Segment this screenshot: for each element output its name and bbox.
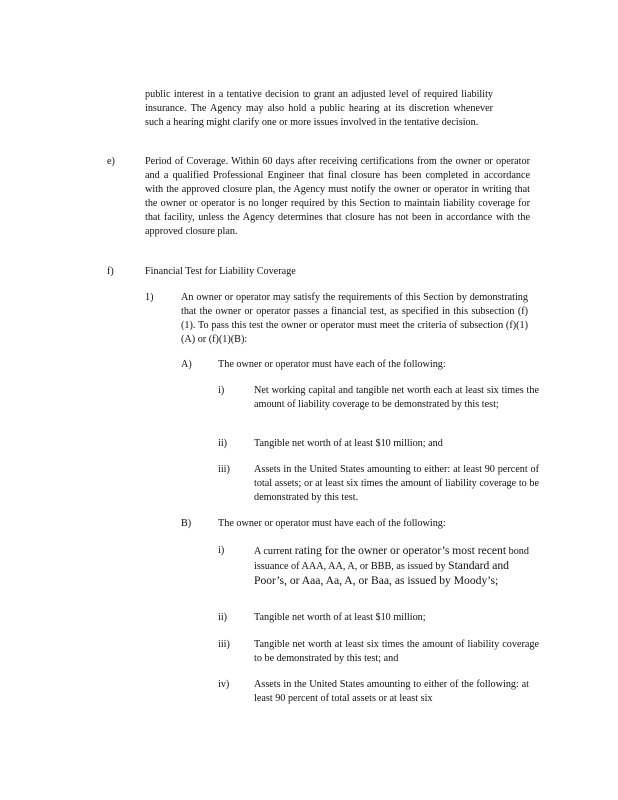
b-item-iv-label: iv) bbox=[218, 679, 230, 690]
a-item-iii-label: iii) bbox=[218, 464, 230, 475]
b-item-iii-label: iii) bbox=[218, 639, 230, 650]
b-item-i-text bbox=[254, 544, 539, 589]
subsection-e-text: Period of Coverage. Within 60 days after receiving certifications from the owner or operator and a qualified Professional Engineer that final closure has been completed in accordance with the approved closure plan, the Agency must notify the owner or operator in writing that the owner or operator is no longer required by this Section to maintain liability coverage for that facility, unless the Agency determines that closure has not been in accordance with the approved closure plan. bbox=[145, 156, 530, 237]
intro-paragraph: public interest in a tentative decision to grant an adjusted level of required liability insurance. The Agency may also hold a public hearing at its discretion whenever such a hearing might clarify one or more issues involved in the tentative decision. bbox=[145, 89, 493, 128]
a-item-i-label: i) bbox=[218, 385, 225, 396]
b-item-i-text-c: bond issuance of AAA, AA, A, or BBB, as issued by bbox=[254, 546, 529, 572]
a-item-iii-text: Assets in the United States amounting to either: at least 90 percent of total assets; or at least six times the amount of liability coverage to be demonstrated by this test. bbox=[254, 464, 539, 503]
subsection-e-label: e) bbox=[107, 156, 115, 167]
subsection-f-label: f) bbox=[107, 266, 114, 277]
b-item-i-label: i) bbox=[218, 545, 225, 556]
a-item-ii-text: Tangible net worth of at least $10 million; and bbox=[254, 438, 443, 449]
subparagraph-b-text: The owner or operator must have each of the following: bbox=[218, 518, 446, 529]
b-item-ii-label: ii) bbox=[218, 612, 228, 623]
a-item-ii-label: ii) bbox=[218, 438, 228, 449]
subparagraph-a-label: A) bbox=[181, 359, 192, 370]
paragraph-1-text: An owner or operator may satisfy the requirements of this Section by demonstrating that the owner or operator passes a financial test, as specified in this subsection (f)(1). To pass this test the owner or operator must meet the criteria of subsection (f)(1)(A) or (f)(1)(B): bbox=[181, 292, 528, 345]
a-item-i-text: Net working capital and tangible net worth each at least six times the amount of liability coverage to be demonstrated by this test; bbox=[254, 385, 539, 410]
b-item-i-text-b: rating for the owner or operator’s most recent bbox=[294, 544, 507, 557]
subparagraph-b-label: B) bbox=[181, 518, 192, 529]
subsection-f-title: Financial Test for Liability Coverage bbox=[145, 266, 296, 277]
paragraph-1-label: 1) bbox=[145, 292, 154, 303]
b-item-iv-text: Assets in the United States amounting to either of the following: at least 90 percent of total assets or at least six bbox=[254, 679, 529, 704]
b-item-i-text-d: Standard and Poor’s, or Aaa, Aa, A, or Baa, as issued by Moody’s; bbox=[254, 559, 509, 587]
b-item-iii-text: Tangible net worth at least six times the amount of liability coverage to be demonstrated by this test; and bbox=[254, 639, 539, 664]
subparagraph-a-text: The owner or operator must have each of the following: bbox=[218, 359, 446, 370]
b-item-ii-text: Tangible net worth of at least $10 million; bbox=[254, 612, 426, 623]
b-item-i-text-a: A current bbox=[254, 546, 293, 557]
